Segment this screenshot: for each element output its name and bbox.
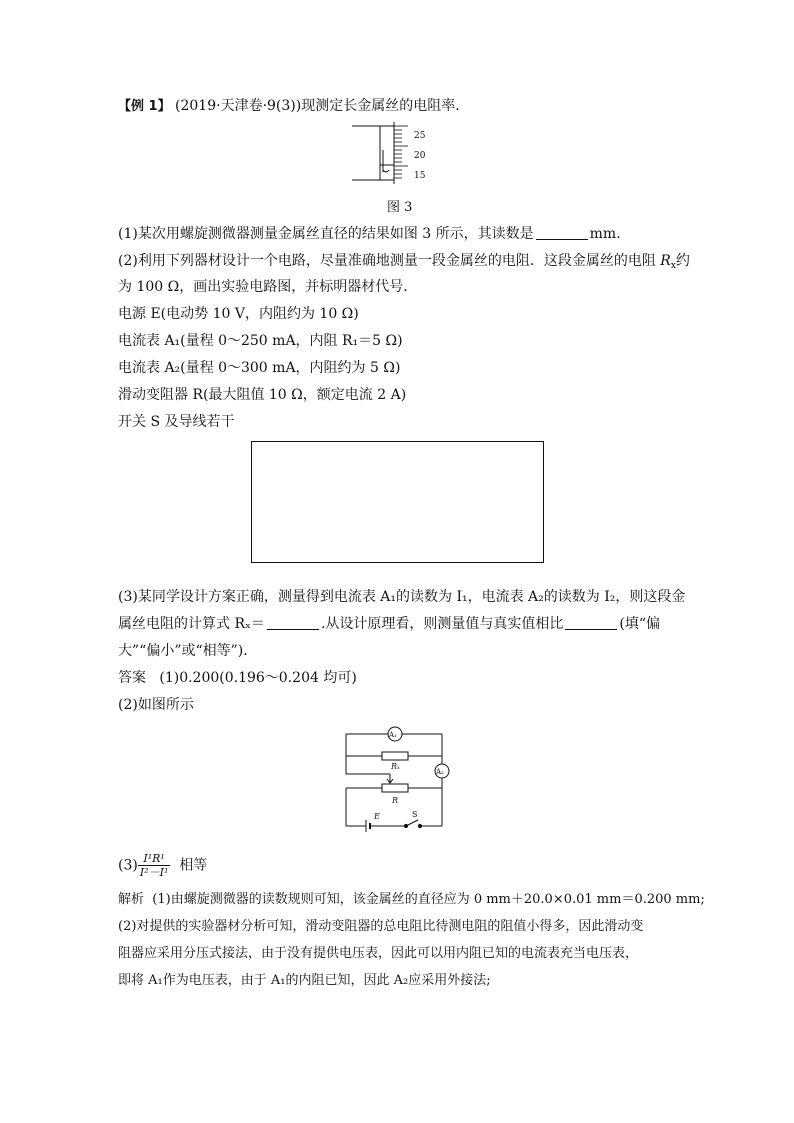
switch-lever <box>406 820 418 826</box>
question-3-text-a: 属丝电阻的计算式 Rₓ＝ <box>118 616 265 632</box>
question-1-text: (1)某次用螺旋测微器测量金属丝直径的结果如图 3 所示，其读数是 <box>118 226 534 242</box>
answer-blank-2[interactable] <box>267 615 319 630</box>
explanation-line-3: 阻器应采用分压式接法，由于没有提供电压表，因此可以用内阻已知的电流表充当电压表， <box>118 946 639 961</box>
answer-3 <box>118 852 207 879</box>
circuit-diagram <box>336 722 456 840</box>
equipment-switch: 开关 S 及导线若干 <box>118 414 235 430</box>
question-2-text: (2)利用下列器材设计一个电路，尽量准确地测量一段金属丝的电阻．这段金属丝的电阻 <box>118 253 656 269</box>
answer-line-1 <box>118 668 357 688</box>
micrometer-figure <box>350 120 460 190</box>
explanation-line-1 <box>118 890 705 910</box>
question-2-line-1 <box>118 251 690 271</box>
fraction-denominator: I²－I¹ <box>139 866 169 879</box>
example-source: (2019·天津卷·9(3)) <box>175 98 302 114</box>
circuit-label-e: E <box>374 812 380 821</box>
question-3-text-b: .从设计原理看，则测量值与真实值相比 <box>320 616 564 632</box>
answer-1: (1)0.200(0.196～0.204 均可) <box>159 670 357 686</box>
example-title-line <box>118 96 469 117</box>
fraction-numerator: I¹R¹ <box>138 852 171 866</box>
question-3-text-c: (填“偏 <box>619 616 661 632</box>
equipment-rheostat: 滑动变阻器 R(最大阻值 10 Ω，额定电流 2 A) <box>118 387 407 403</box>
question-2-line-2: 为 100 Ω，画出实验电路图，并标明器材代号． <box>118 279 418 295</box>
micrometer-tick-25: 25 <box>414 131 426 141</box>
equipment-ammeter-a2: 电流表 A₂(量程 0～300 mA，内阻约为 5 Ω) <box>118 360 401 376</box>
rx-resistor-symbol <box>382 752 408 760</box>
answer-3-suffix: 相等 <box>179 857 208 874</box>
circuit-label-a1: A₁ <box>389 731 397 739</box>
rheostat-symbol <box>382 784 408 792</box>
question-3-line-1: (3)某同学设计方案正确，测量得到电流表 A₁的读数为 I₁，电流表 A₂的读数为 I₂，则这段金 <box>118 589 686 605</box>
explanation-line-2: (2)对提供的实验器材分析可知，滑动变阻器的总电阻比待测电阻的阻值小得多，因此滑动变 <box>118 919 644 934</box>
example-tag: 【例 1】 <box>118 99 171 114</box>
answer-label: 答案 <box>118 670 146 686</box>
explanation-line-4: 即将 A₁作为电压表，由于 A₁的内阻已知，因此 A₂应采用外接法; <box>118 973 491 988</box>
rx-symbol: R <box>660 253 671 269</box>
question-1 <box>118 224 621 244</box>
question-3-line-3: 大”“偏小”或“相等”)． <box>118 643 258 659</box>
circuit-drawing-box[interactable] <box>251 441 544 563</box>
figure-caption: 图 3 <box>387 200 413 215</box>
question-1-unit: mm. <box>589 226 621 242</box>
explanation-label: 解析 <box>118 892 145 907</box>
answer-blank-3[interactable] <box>565 615 617 630</box>
circuit-label-a2: A₂ <box>436 768 444 776</box>
circuit-label-rx: Rₓ <box>391 762 400 771</box>
circuit-label-s: S <box>412 810 418 819</box>
micrometer-tick-15: 15 <box>414 171 426 181</box>
rx-subscript: x <box>670 261 676 271</box>
micrometer-tick-20: 20 <box>414 151 426 161</box>
explanation-text-1: (1)由螺旋测微器的读数规则可知，该金属丝的直径应为 0 mm＋20.0×0.01 mm＝0.200 mm; <box>152 892 705 907</box>
question-3-line-2 <box>118 614 660 634</box>
answer-3-fraction <box>138 852 171 879</box>
answer-2: (2)如图所示 <box>118 697 194 713</box>
equipment-power-source: 电源 E(电动势 10 V，内阻约为 10 Ω) <box>118 306 359 322</box>
answer-blank-1[interactable] <box>536 225 588 240</box>
question-2-text-end: 约 <box>675 253 690 269</box>
answer-3-prefix: (3) <box>118 857 138 874</box>
example-title: 现测定长金属丝的电阻率． <box>301 98 470 114</box>
equipment-ammeter-a1: 电流表 A₁(量程 0～250 mA，内阻 R₁＝5 Ω) <box>118 333 403 349</box>
circuit-label-r: R <box>392 796 399 805</box>
